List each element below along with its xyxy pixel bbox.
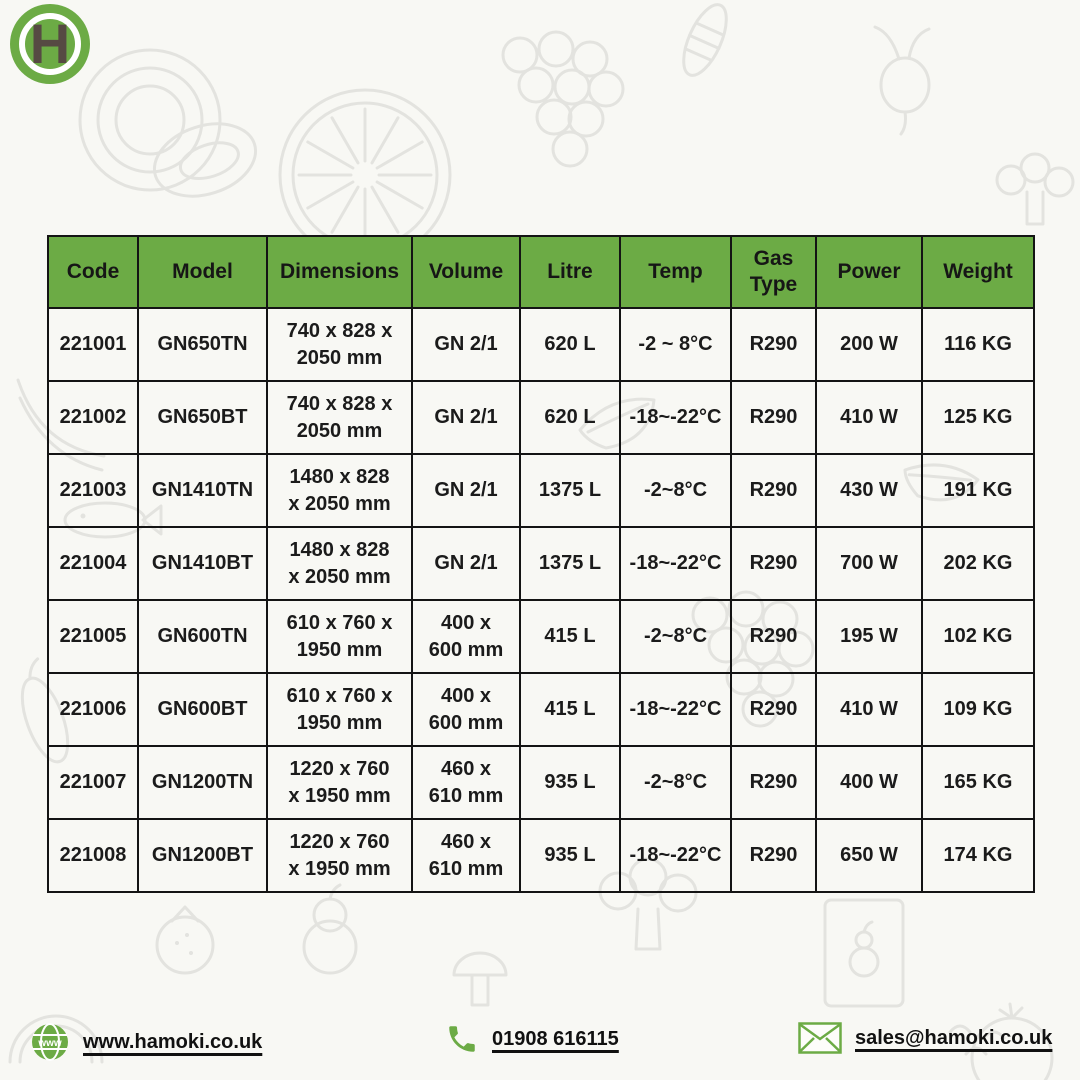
table-cell: 430 W — [816, 454, 922, 527]
table-cell: 415 L — [520, 673, 620, 746]
table-cell: -18~-22°C — [620, 819, 731, 892]
table-cell: 740 x 828 x 2050 mm — [267, 381, 412, 454]
phone-link[interactable]: 01908 616115 — [492, 1027, 619, 1050]
table-cell: 610 x 760 x 1950 mm — [267, 600, 412, 673]
table-cell: GN 2/1 — [412, 454, 520, 527]
table-cell: 620 L — [520, 381, 620, 454]
table-cell: 221001 — [48, 308, 138, 381]
column-header: Volume — [412, 236, 520, 308]
table-cell: -2 ~ 8°C — [620, 308, 731, 381]
table-cell: R290 — [731, 746, 816, 819]
phone-icon — [445, 1022, 479, 1056]
table-cell: 1480 x 828 x 2050 mm — [267, 527, 412, 600]
table-cell: 221007 — [48, 746, 138, 819]
table-cell: 125 KG — [922, 381, 1034, 454]
table-cell: -18~-22°C — [620, 381, 731, 454]
logo-circle-icon — [8, 2, 92, 86]
table-cell: 174 KG — [922, 819, 1034, 892]
table-cell: R290 — [731, 819, 816, 892]
table-row — [48, 527, 1034, 600]
table-cell: 700 W — [816, 527, 922, 600]
table-cell: GN1200BT — [138, 819, 267, 892]
table-cell: 221006 — [48, 673, 138, 746]
footer-email — [798, 1022, 1052, 1054]
table-cell: 410 W — [816, 673, 922, 746]
table-cell: 109 KG — [922, 673, 1034, 746]
table-cell: -18~-22°C — [620, 527, 731, 600]
column-header: Power — [816, 236, 922, 308]
email-link[interactable]: sales@hamoki.co.uk — [855, 1026, 1053, 1049]
column-header: Weight — [922, 236, 1034, 308]
table-cell: 410 W — [816, 381, 922, 454]
table-cell: 116 KG — [922, 308, 1034, 381]
table-cell: GN 2/1 — [412, 308, 520, 381]
table-cell: 191 KG — [922, 454, 1034, 527]
table-cell: 1480 x 828 x 2050 mm — [267, 454, 412, 527]
table-cell: GN600TN — [138, 600, 267, 673]
table-cell: 202 KG — [922, 527, 1034, 600]
footer-website — [30, 1022, 262, 1062]
table-cell: 400 W — [816, 746, 922, 819]
table-row — [48, 746, 1034, 819]
table-cell: 650 W — [816, 819, 922, 892]
table-cell: 1375 L — [520, 454, 620, 527]
column-header: Temp — [620, 236, 731, 308]
table-cell: 1220 x 760 x 1950 mm — [267, 746, 412, 819]
table-cell: GN1410BT — [138, 527, 267, 600]
table-cell: GN650TN — [138, 308, 267, 381]
table-cell: GN 2/1 — [412, 527, 520, 600]
table-cell: 415 L — [520, 600, 620, 673]
table-cell: GN600BT — [138, 673, 267, 746]
table-row — [48, 673, 1034, 746]
table-cell: 102 KG — [922, 600, 1034, 673]
table-cell: 620 L — [520, 308, 620, 381]
table-cell: 400 x 600 mm — [412, 673, 520, 746]
table-body — [48, 308, 1034, 892]
table-cell: 221008 — [48, 819, 138, 892]
table-row — [48, 381, 1034, 454]
table-cell: -2~8°C — [620, 600, 731, 673]
table-cell: 221002 — [48, 381, 138, 454]
envelope-icon — [798, 1022, 842, 1054]
table-cell: R290 — [731, 527, 816, 600]
table-cell: R290 — [731, 381, 816, 454]
table-cell: 460 x 610 mm — [412, 819, 520, 892]
globe-icon — [30, 1022, 70, 1062]
table-cell: 195 W — [816, 600, 922, 673]
table-cell: 460 x 610 mm — [412, 746, 520, 819]
table-cell: R290 — [731, 308, 816, 381]
table-cell: 740 x 828 x 2050 mm — [267, 308, 412, 381]
table-cell: -18~-22°C — [620, 673, 731, 746]
product-spec-table — [47, 235, 1035, 893]
table-cell: 935 L — [520, 819, 620, 892]
table-header-row — [48, 236, 1034, 308]
table-cell: GN1410TN — [138, 454, 267, 527]
table-cell: R290 — [731, 600, 816, 673]
column-header: Code — [48, 236, 138, 308]
table-cell: 1375 L — [520, 527, 620, 600]
brand-logo — [8, 2, 92, 91]
table-cell: 221003 — [48, 454, 138, 527]
globe-www-label: www — [38, 1038, 62, 1049]
table-cell: R290 — [731, 454, 816, 527]
table-cell: GN1200TN — [138, 746, 267, 819]
table-cell: -2~8°C — [620, 454, 731, 527]
table-row — [48, 819, 1034, 892]
table-cell: 221004 — [48, 527, 138, 600]
table-cell: R290 — [731, 673, 816, 746]
table-cell: 610 x 760 x 1950 mm — [267, 673, 412, 746]
table-row — [48, 308, 1034, 381]
column-header: Model — [138, 236, 267, 308]
column-header: Gas Type — [731, 236, 816, 308]
table-cell: GN650BT — [138, 381, 267, 454]
website-link[interactable]: www.hamoki.co.uk — [83, 1030, 263, 1053]
table-row — [48, 600, 1034, 673]
table-cell: 935 L — [520, 746, 620, 819]
table-cell: GN 2/1 — [412, 381, 520, 454]
table-cell: 200 W — [816, 308, 922, 381]
table-cell: 400 x 600 mm — [412, 600, 520, 673]
table-cell: 1220 x 760 x 1950 mm — [267, 819, 412, 892]
footer-phone — [445, 1022, 619, 1056]
table-row — [48, 454, 1034, 527]
logo-letter: H — [29, 12, 71, 75]
table-cell: 165 KG — [922, 746, 1034, 819]
table-cell: 221005 — [48, 600, 138, 673]
table-cell: -2~8°C — [620, 746, 731, 819]
column-header: Dimensions — [267, 236, 412, 308]
column-header: Litre — [520, 236, 620, 308]
